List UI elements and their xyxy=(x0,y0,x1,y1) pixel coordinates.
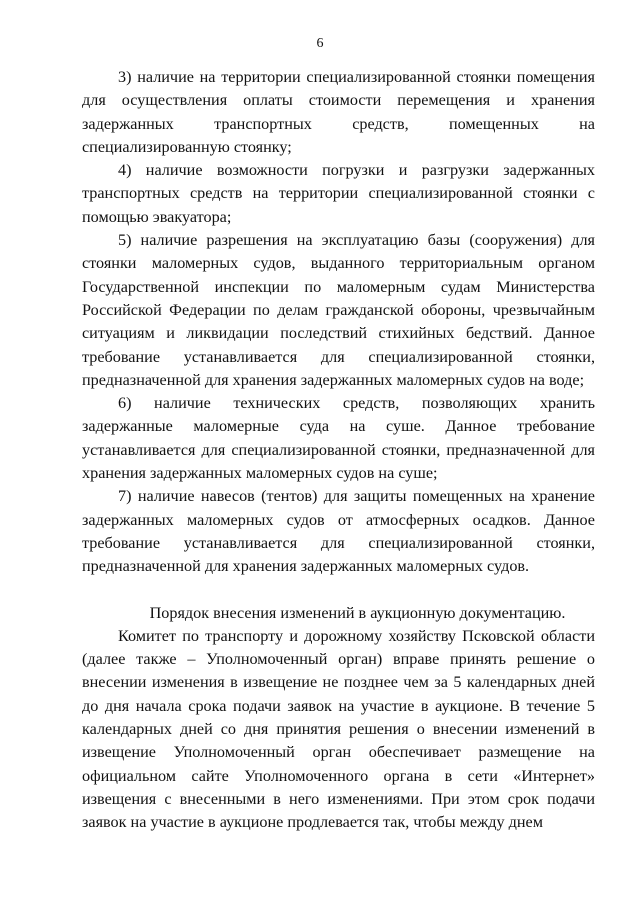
section-paragraph: Комитет по транспорту и дорожному хозяйству Псковской области (далее также – Уполномоченный орган) вправе принять решение о внесении изменения в извещение не позднее чем за 5 календарных дней до дня начала срока подачи заявок на участие в аукционе. В течение 5 календарных дней со дня принятия решения о внесении изменений в извещение Уполномоченный орган обеспечивает размещение на официальном сайте Уполномоченного органа в сети «Интернет» извещения с внесенными в него изменениями. При этом срок подачи заявок на участие в аукционе продлевается так, чтобы между днем xyxy=(82,626,595,832)
paragraph-item-4: 4) наличие возможности погрузки и разгрузки задержанных транспортных средств на территории специализированной стоянки с помощью эвакуатора; xyxy=(82,161,595,226)
document-body xyxy=(82,66,595,835)
paragraph-item-5: 5) наличие разрешения на эксплуатацию базы (сооружения) для стоянки маломерных судов, выданного территориальным органом Государственной инспекции по маломерным судам Министерства Российской Федерации по делам гражданской обороны, чрезвычайным ситуациям и ликвидации последствий стихийных бедствий. Данное требование устанавливается для специализированной стоянки, предназначенной для хранения задержанных маломерных судов на воде; xyxy=(82,231,595,389)
paragraph-item-3: 3) наличие на территории специализированной стоянки помещения для осуществления оплаты стоимости перемещения и хранения задержанных транспортных средств, помещенных на специализированную стоянку; xyxy=(82,68,595,156)
page-number: 6 xyxy=(316,36,324,51)
section-heading: Порядок внесения изменений в аукционную документацию. xyxy=(149,603,566,622)
paragraph-item-7: 7) наличие навесов (тентов) для защиты помещенных на хранение задержанных маломерных судов от атмосферных осадков. Данное требование устанавливается для специализированной стоянки, предназначенной для хранения задержанных маломерных судов. xyxy=(82,487,595,576)
paragraph-item-6: 6) наличие технических средств, позволяющих хранить задержанные маломерные суда на суше. Данное требование устанавливается для специализированной стоянки, предназначенной для хранения задержанных маломерных судов на суше; xyxy=(82,394,595,483)
